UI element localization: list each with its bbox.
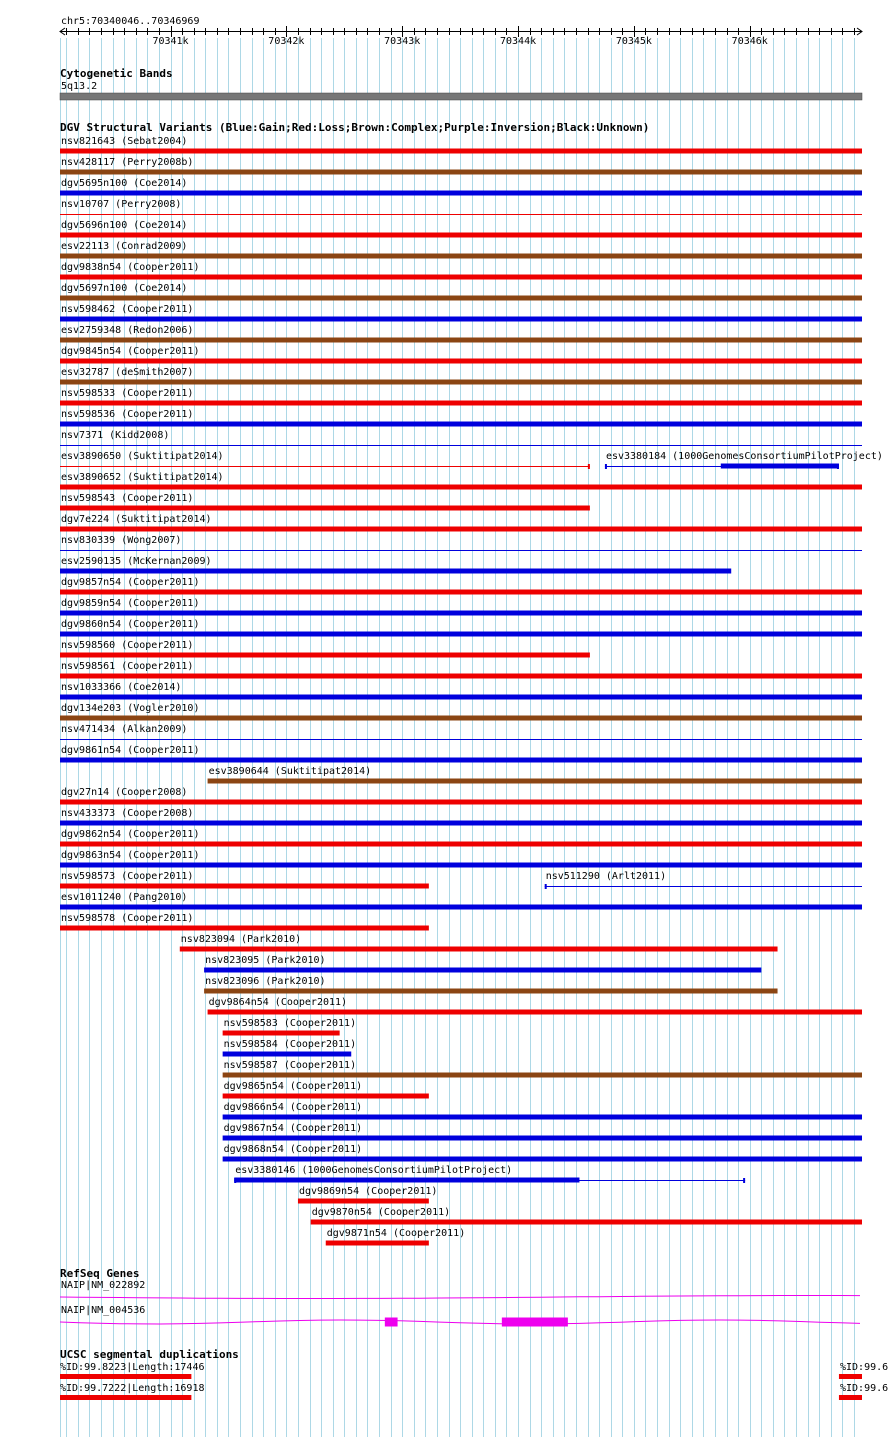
- dgv-feature-bar: [223, 1094, 429, 1099]
- dgv-feature-label: esv32787 (deSmith2007): [61, 367, 194, 378]
- segdup-track: [60, 1348, 888, 1400]
- dgv-feature[interactable]: [60, 640, 590, 658]
- dgv-feature-label: nsv598560 (Cooper2011): [61, 640, 194, 651]
- dgv-feature-bar: [208, 1010, 862, 1015]
- segdup-feature[interactable]: [60, 1362, 888, 1379]
- dgv-feature-label: nsv7371 (Kidd2008): [61, 430, 170, 441]
- dgv-feature[interactable]: [60, 556, 731, 574]
- segdup-feature-label-right: %ID:99.6: [840, 1383, 889, 1394]
- ruler-range-label: chr5:70340046..70346969: [61, 16, 200, 27]
- dgv-feature[interactable]: [223, 1018, 356, 1036]
- refseq-track-title: RefSeq Genes: [60, 1267, 140, 1280]
- segdup-feature-label-right: %ID:99.6: [840, 1362, 889, 1373]
- dgv-feature-label: nsv10707 (Perry2008): [61, 199, 182, 210]
- dgv-feature-bar: [60, 317, 862, 322]
- dgv-feature-label: nsv598536 (Cooper2011): [61, 409, 194, 420]
- dgv-feature[interactable]: [204, 976, 777, 994]
- dgv-feature[interactable]: [223, 1060, 862, 1078]
- dgv-feature-label: dgv9867n54 (Cooper2011): [223, 1123, 363, 1134]
- dgv-feature[interactable]: [60, 493, 590, 511]
- segdup-features: [60, 1362, 888, 1400]
- dgv-feature-label: dgv7e224 (Suktitipat2014): [61, 514, 212, 525]
- dgv-feature-bar: [326, 1241, 429, 1246]
- dgv-feature-label: nsv598543 (Cooper2011): [61, 493, 194, 504]
- ruler-tick-label: 70346k: [731, 36, 768, 47]
- refseq-exon: [385, 1318, 398, 1327]
- dgv-feature-label: nsv823094 (Park2010): [180, 934, 302, 945]
- dgv-feature-bar: [60, 149, 862, 154]
- dgv-feature-bar: [60, 254, 862, 259]
- dgv-feature-bar: [60, 905, 862, 910]
- dgv-feature-label: dgv9845n54 (Cooper2011): [61, 346, 200, 357]
- dgv-feature-label: esv2759348 (Redon2006): [61, 325, 194, 336]
- dgv-feature-label: dgv9870n54 (Cooper2011): [311, 1207, 451, 1218]
- dgv-feature-bar: [223, 1157, 862, 1162]
- segdup-bar-right: [839, 1395, 862, 1400]
- dgv-feature[interactable]: [223, 1144, 862, 1162]
- dgv-feature-bar: [311, 1220, 862, 1225]
- dgv-feature[interactable]: [208, 766, 862, 784]
- dgv-feature-bar: [721, 464, 839, 469]
- dgv-feature-bar: [60, 338, 862, 343]
- segdup-bar-right: [839, 1374, 862, 1379]
- dgv-feature-bar: [60, 611, 862, 616]
- dgv-feature-label: esv1011240 (Pang2010): [61, 892, 188, 903]
- dgv-feature-label: nsv1033366 (Coe2014): [61, 682, 182, 693]
- dgv-feature-label: esv3890644 (Suktitipat2014): [208, 766, 372, 777]
- dgv-feature-bar: [60, 884, 429, 889]
- dgv-feature-bar: [60, 401, 862, 406]
- dgv-feature-label: dgv9857n54 (Cooper2011): [61, 577, 200, 588]
- dgv-feature-label: nsv598583 (Cooper2011): [223, 1018, 357, 1029]
- dgv-feature[interactable]: [60, 871, 429, 889]
- dgv-feature[interactable]: [311, 1207, 862, 1225]
- dgv-feature-label: dgv9868n54 (Cooper2011): [223, 1144, 363, 1155]
- dgv-feature-label: dgv9859n54 (Cooper2011): [61, 598, 200, 609]
- dgv-feature-bar: [60, 695, 862, 700]
- dgv-feature-end-cap: [588, 464, 590, 469]
- dgv-feature-label: nsv598578 (Cooper2011): [61, 913, 194, 924]
- dgv-feature[interactable]: [223, 1123, 862, 1141]
- dgv-feature-bar: [204, 989, 777, 994]
- dgv-feature-bar: [60, 233, 862, 238]
- dgv-feature-bar: [60, 296, 862, 301]
- dgv-feature-bar: [60, 527, 862, 532]
- dgv-feature-label: dgv9866n54 (Cooper2011): [223, 1102, 363, 1113]
- ruler-tick-label: 70342k: [268, 36, 305, 47]
- segdup-bar-left: [60, 1395, 191, 1400]
- dgv-feature-label: nsv598533 (Cooper2011): [61, 388, 194, 399]
- dgv-feature[interactable]: [605, 451, 883, 469]
- dgv-feature-bar: [60, 485, 862, 490]
- dgv-feature-bar: [60, 842, 862, 847]
- cytoband-bar[interactable]: [60, 93, 862, 100]
- dgv-feature-label: nsv598587 (Cooper2011): [223, 1060, 357, 1071]
- dgv-feature-label: nsv428117 (Perry2008b): [61, 157, 194, 168]
- dgv-feature[interactable]: [223, 1081, 429, 1099]
- dgv-feature-label: dgv27n14 (Cooper2008): [61, 787, 188, 798]
- dgv-feature[interactable]: [60, 913, 429, 931]
- dgv-feature-label: dgv9865n54 (Cooper2011): [223, 1081, 363, 1092]
- refseq-exon: [502, 1318, 568, 1327]
- dgv-feature[interactable]: [204, 955, 761, 973]
- dgv-feature-start-cap: [545, 884, 547, 889]
- dgv-feature-label: nsv471434 (Alkan2009): [61, 724, 188, 735]
- dgv-feature-bar: [60, 590, 862, 595]
- dgv-feature-bar: [60, 863, 862, 868]
- dgv-feature-label: nsv830339 (Wong2007): [61, 535, 182, 546]
- dgv-feature-bar: [223, 1052, 352, 1057]
- ruler-tick-label: 70344k: [499, 36, 537, 47]
- dgv-feature-label: dgv9869n54 (Cooper2011): [298, 1186, 438, 1197]
- dgv-feature-label: dgv5697n100 (Coe2014): [61, 283, 188, 294]
- dgv-track-title: DGV Structural Variants (Blue:Gain;Red:Loss;Brown:Complex;Purple:Inversion;Black:Unknown): [60, 121, 650, 134]
- segdup-feature-label: %ID:99.7222|Length:16918: [60, 1383, 205, 1394]
- dgv-feature-bar: [298, 1199, 429, 1204]
- dgv-feature-label: nsv433373 (Cooper2008): [61, 808, 194, 819]
- dgv-feature-bar: [60, 380, 862, 385]
- dgv-feature-bar: [223, 1073, 862, 1078]
- dgv-feature-bar: [60, 821, 862, 826]
- dgv-feature-bar: [204, 968, 761, 973]
- dgv-feature-label: dgv9863n54 (Cooper2011): [61, 850, 200, 861]
- dgv-feature[interactable]: [298, 1186, 437, 1204]
- dgv-feature-label: dgv5695n100 (Coe2014): [61, 178, 188, 189]
- dgv-feature-label: dgv9862n54 (Cooper2011): [61, 829, 200, 840]
- cytoband-label: 5q13.2: [61, 81, 98, 92]
- refseq-gene-label: NAIP|NM_004536: [61, 1305, 146, 1316]
- dgv-feature-label: dgv9860n54 (Cooper2011): [61, 619, 200, 630]
- dgv-feature-label: esv2590135 (McKernan2009): [61, 556, 212, 567]
- dgv-feature-end-cap: [743, 1178, 745, 1183]
- dgv-feature-bar: [60, 632, 862, 637]
- dgv-feature[interactable]: [223, 1102, 862, 1120]
- segdup-feature[interactable]: [60, 1383, 888, 1400]
- dgv-feature-bar: [60, 506, 590, 511]
- dgv-feature-bar: [60, 422, 862, 427]
- dgv-feature-bar: [60, 758, 862, 763]
- dgv-feature-label: dgv9861n54 (Cooper2011): [61, 745, 200, 756]
- dgv-feature-bar: [223, 1136, 862, 1141]
- dgv-features: [60, 136, 883, 1246]
- dgv-feature-label: nsv598573 (Cooper2011): [61, 871, 194, 882]
- dgv-feature-bar: [60, 800, 862, 805]
- dgv-feature-bar: [234, 1178, 579, 1183]
- ruler-tick-label: 70345k: [615, 36, 652, 47]
- dgv-feature-start-cap: [605, 464, 607, 469]
- dgv-feature-label: nsv511290 (Arlt2011): [545, 871, 667, 882]
- dgv-feature-label: nsv823096 (Park2010): [205, 976, 326, 987]
- dgv-feature-bar: [60, 359, 862, 364]
- dgv-feature-bar: [208, 779, 862, 784]
- dgv-feature-label: esv22113 (Conrad2009): [61, 241, 188, 252]
- dgv-feature-bar: [60, 716, 862, 721]
- dgv-feature-label: dgv9864n54 (Cooper2011): [208, 997, 348, 1008]
- ruler-tick-label: 70343k: [384, 36, 421, 47]
- dgv-feature[interactable]: [208, 997, 862, 1015]
- dgv-feature[interactable]: [60, 451, 590, 469]
- dgv-feature-bar: [60, 653, 590, 658]
- dgv-feature[interactable]: [326, 1228, 465, 1246]
- dgv-feature-bar: [180, 947, 778, 952]
- dgv-feature-bar: [223, 1115, 862, 1120]
- dgv-feature-label: dgv9838n54 (Cooper2011): [61, 262, 200, 273]
- dgv-feature-label: dgv5696n100 (Coe2014): [61, 220, 188, 231]
- dgv-feature-label: nsv598561 (Cooper2011): [61, 661, 194, 672]
- cytoband-track-title: Cytogenetic Bands: [60, 67, 173, 80]
- dgv-feature-bar: [223, 1031, 340, 1036]
- dgv-feature-label: nsv598462 (Cooper2011): [61, 304, 194, 315]
- dgv-feature-bar: [60, 569, 731, 574]
- dgv-feature[interactable]: [180, 934, 778, 952]
- dgv-feature-bar: [60, 275, 862, 280]
- dgv-feature[interactable]: [223, 1039, 356, 1057]
- dgv-feature-bar: [60, 170, 862, 175]
- segdup-track-title: UCSC segmental duplications: [60, 1348, 239, 1361]
- ruler-tick-label: 70341k: [152, 36, 189, 47]
- dgv-feature-bar: [60, 674, 862, 679]
- dgv-feature-label: nsv821643 (Sebat2004): [61, 136, 188, 147]
- dgv-feature-label: nsv598584 (Cooper2011): [223, 1039, 357, 1050]
- dgv-feature-label: esv3890652 (Suktitipat2014): [61, 472, 224, 483]
- refseq-gene-label: NAIP|NM_022892: [61, 1280, 146, 1291]
- segdup-feature-label: %ID:99.8223|Length:17446: [60, 1362, 205, 1373]
- dgv-feature[interactable]: [234, 1165, 745, 1183]
- dgv-feature-bar: [60, 191, 862, 196]
- dgv-feature-label: nsv823095 (Park2010): [205, 955, 326, 966]
- dgv-track: [60, 121, 883, 1246]
- dgv-feature-label: esv3380146 (1000GenomesConsortiumPilotProject): [235, 1165, 513, 1176]
- dgv-feature-bar: [60, 926, 429, 931]
- dgv-feature-label: dgv134e203 (Vogler2010): [61, 703, 200, 714]
- dgv-feature-label: dgv9871n54 (Cooper2011): [326, 1228, 466, 1239]
- dgv-feature-label: esv3890650 (Suktitipat2014): [61, 451, 224, 462]
- segdup-bar-left: [60, 1374, 191, 1379]
- dgv-feature-label: esv3380184 (1000GenomesConsortiumPilotProject): [605, 451, 883, 462]
